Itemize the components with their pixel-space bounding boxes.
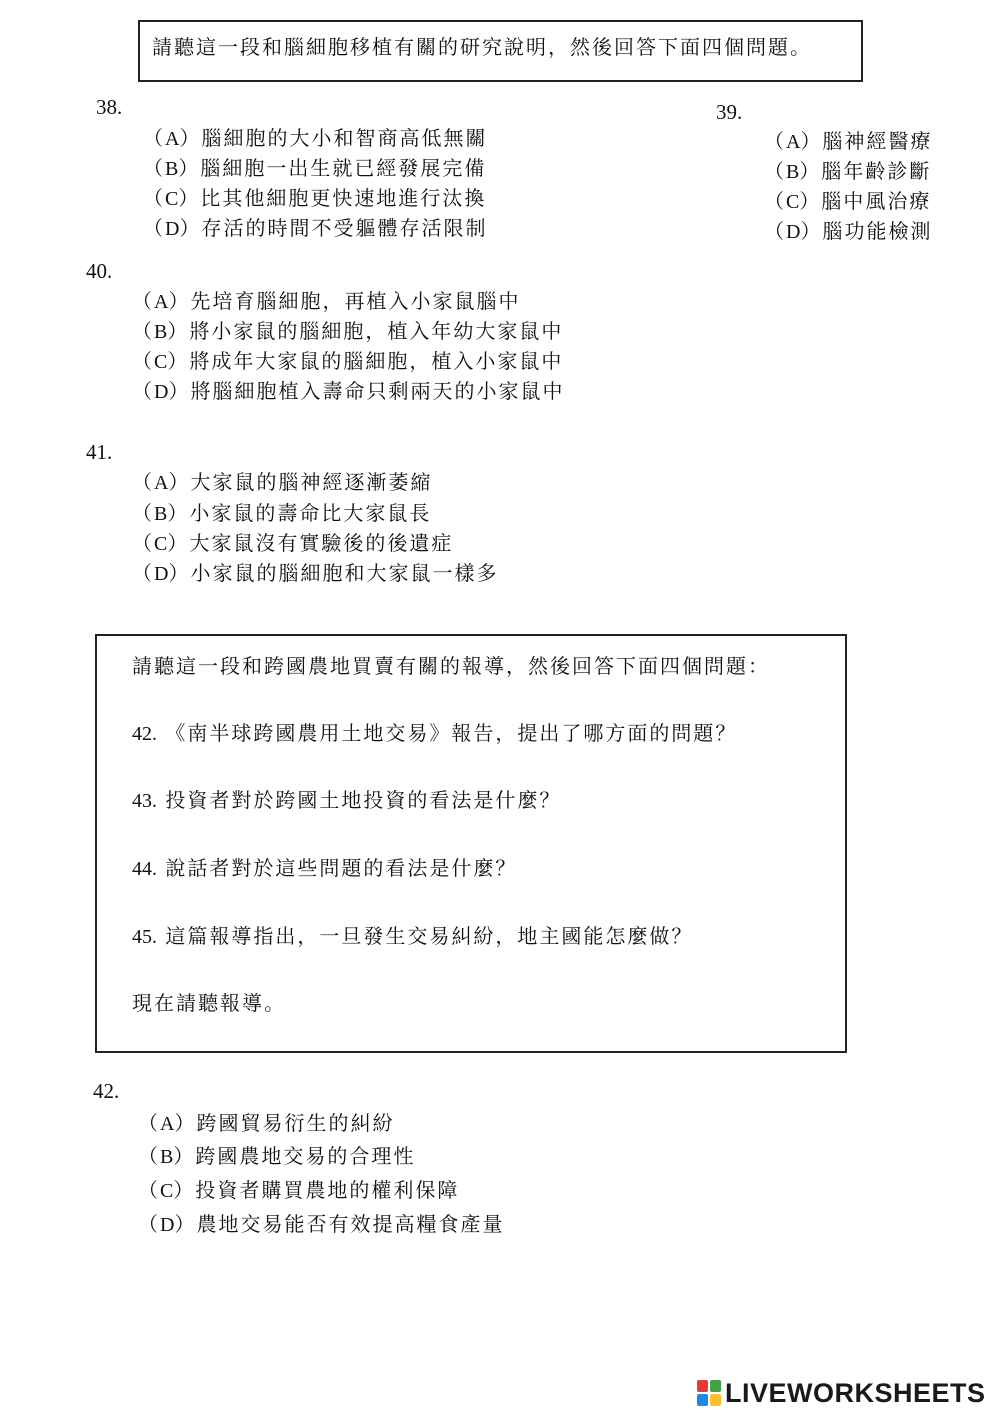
- option-text: 農地交易能否有效提高糧食產量: [196, 1212, 505, 1236]
- option-text: 將小家鼠的腦細胞，植入年幼大家鼠中: [189, 319, 564, 343]
- q42-option-d[interactable]: （D）農地交易能否有效提高糧食產量: [138, 1212, 505, 1236]
- q41-option-d[interactable]: （D）小家鼠的腦細胞和大家鼠一樣多: [132, 561, 499, 585]
- option-letter: B: [154, 503, 168, 525]
- q42-option-b[interactable]: （B）跨國農地交易的合理性: [138, 1144, 416, 1168]
- liveworksheets-logo-icon: [697, 1380, 721, 1406]
- box-question-number: 44.: [132, 858, 157, 880]
- option-text: 腦功能檢測: [822, 219, 933, 243]
- instruction-box-1: [138, 20, 863, 82]
- option-letter: D: [786, 221, 801, 243]
- option-text: 小家鼠的壽命比大家鼠長: [189, 501, 432, 525]
- box-question-text: 這篇報導指出，一旦發生交易糾紛，地主國能怎麼做？: [165, 924, 694, 948]
- option-text: 存活的時間不受軀體存活限制: [201, 216, 488, 240]
- box-question-45: [132, 926, 693, 947]
- q41-option-c[interactable]: （C）大家鼠沒有實驗後的後遺症: [132, 531, 454, 555]
- option-letter: C: [154, 351, 168, 373]
- option-letter: D: [165, 218, 180, 240]
- q40-option-b[interactable]: （B）將小家鼠的腦細胞，植入年幼大家鼠中: [132, 319, 564, 343]
- logo-square: [710, 1394, 721, 1406]
- q41-option-a[interactable]: （A）大家鼠的腦神經逐漸萎縮: [132, 470, 433, 494]
- option-text: 腦細胞一出生就已經發展完備: [200, 156, 487, 180]
- instruction-text-1: 請聽這一段和腦細胞移植有關的研究說明，然後回答下面四個問題。: [152, 35, 812, 59]
- option-text: 跨國貿易衍生的糾紛: [196, 1111, 395, 1135]
- option-letter: B: [786, 161, 800, 183]
- option-letter: C: [165, 188, 179, 210]
- q38-option-a[interactable]: （A）腦細胞的大小和智商高低無關: [143, 126, 488, 150]
- q42-option-a[interactable]: （A）跨國貿易衍生的糾紛: [138, 1111, 395, 1135]
- q41-option-b[interactable]: （B）小家鼠的壽命比大家鼠長: [132, 501, 432, 525]
- option-letter: A: [154, 291, 169, 313]
- option-text: 小家鼠的腦細胞和大家鼠一樣多: [190, 561, 499, 585]
- q39-option-c[interactable]: （C）腦中風治療: [764, 189, 932, 213]
- option-letter: D: [154, 381, 169, 403]
- box-question-43: [132, 790, 561, 811]
- logo-square: [697, 1380, 708, 1392]
- option-letter: C: [160, 1180, 174, 1202]
- question-38-number: 38.: [96, 95, 123, 119]
- q38-option-d[interactable]: （D）存活的時間不受軀體存活限制: [143, 216, 488, 240]
- q39-option-b[interactable]: （B）腦年齡診斷: [764, 159, 932, 183]
- question-39-number: 39.: [716, 100, 743, 124]
- option-letter: D: [154, 563, 169, 585]
- logo-square: [697, 1394, 708, 1406]
- q39-option-a[interactable]: （A）腦神經醫療: [764, 129, 933, 153]
- q38-option-b[interactable]: （B）腦細胞一出生就已經發展完備: [143, 156, 487, 180]
- q40-option-d[interactable]: （D）將腦細胞植入壽命只剩兩天的小家鼠中: [132, 379, 565, 403]
- q38-option-c[interactable]: （C）比其他細胞更快速地進行汰換: [143, 186, 487, 210]
- instruction-text-2: 請聽這一段和跨國農地買賣有關的報導，然後回答下面四個問題：: [132, 654, 770, 678]
- option-letter: D: [160, 1214, 175, 1236]
- instruction-box-2: [95, 634, 847, 1053]
- option-letter: B: [165, 158, 179, 180]
- box-question-text: 投資者對於跨國土地投資的看法是什麼？: [165, 788, 562, 812]
- q40-option-a[interactable]: （A）先培育腦細胞，再植入小家鼠腦中: [132, 289, 521, 313]
- box-question-44: [132, 858, 517, 879]
- box-question-42: [132, 723, 737, 744]
- option-letter: C: [154, 533, 168, 555]
- question-42-number: 42.: [93, 1079, 120, 1103]
- option-letter: C: [786, 191, 800, 213]
- option-letter: A: [160, 1113, 175, 1135]
- option-text: 比其他細胞更快速地進行汰換: [200, 186, 487, 210]
- question-40-number: 40.: [86, 259, 113, 283]
- box-question-text: 《南半球跨國農用土地交易》報告，提出了哪方面的問題？: [165, 721, 738, 745]
- option-text: 將腦細胞植入壽命只剩兩天的小家鼠中: [190, 379, 565, 403]
- q40-option-c[interactable]: （C）將成年大家鼠的腦細胞，植入小家鼠中: [132, 349, 564, 373]
- logo-text: LIVEWORKSHEETS: [725, 1377, 986, 1408]
- option-text: 大家鼠的腦神經逐漸萎縮: [190, 470, 433, 494]
- option-text: 大家鼠沒有實驗後的後遺症: [189, 531, 454, 555]
- option-text: 投資者購買農地的權利保障: [195, 1178, 460, 1202]
- box-question-number: 42.: [132, 723, 157, 745]
- box-question-text: 說話者對於這些問題的看法是什麼？: [165, 856, 518, 880]
- option-text: 腦中風治療: [821, 189, 932, 213]
- question-41-number: 41.: [86, 440, 113, 464]
- box-question-number: 45.: [132, 926, 157, 948]
- liveworksheets-logo[interactable]: [697, 1378, 986, 1408]
- box-question-number: 43.: [132, 790, 157, 812]
- option-text: 先培育腦細胞，再植入小家鼠腦中: [190, 289, 521, 313]
- q39-option-d[interactable]: （D）腦功能檢測: [764, 219, 933, 243]
- logo-square: [710, 1380, 721, 1392]
- option-letter: B: [160, 1146, 174, 1168]
- option-text: 將成年大家鼠的腦細胞，植入小家鼠中: [189, 349, 564, 373]
- option-letter: A: [154, 472, 169, 494]
- option-letter: B: [154, 321, 168, 343]
- q42-option-c[interactable]: （C）投資者購買農地的權利保障: [138, 1178, 460, 1202]
- option-letter: A: [165, 128, 180, 150]
- option-text: 腦年齡診斷: [821, 159, 932, 183]
- instruction-outro: 現在請聽報導。: [132, 991, 286, 1015]
- option-text: 跨國農地交易的合理性: [195, 1144, 416, 1168]
- option-text: 腦神經醫療: [822, 129, 933, 153]
- option-text: 腦細胞的大小和智商高低無關: [201, 126, 488, 150]
- option-letter: A: [786, 131, 801, 153]
